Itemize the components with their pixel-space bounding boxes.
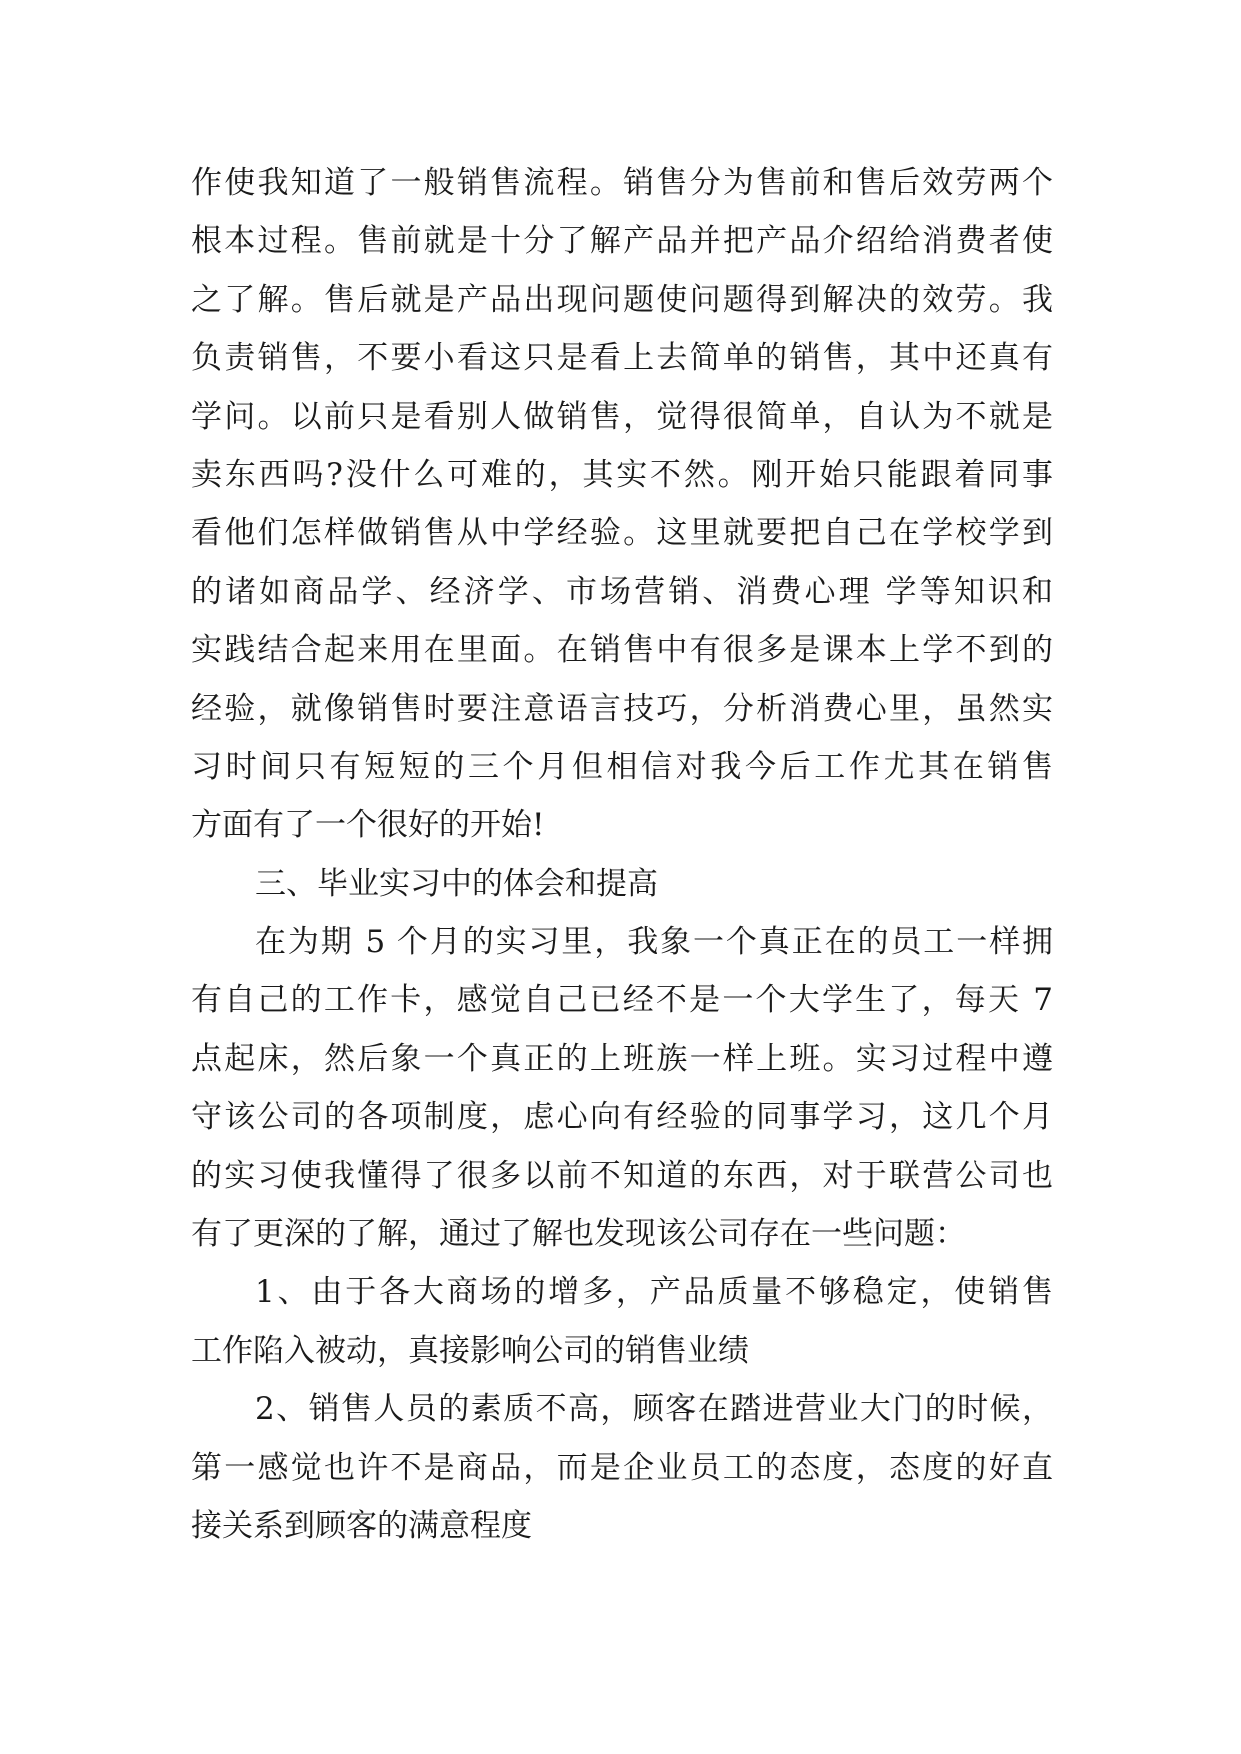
- list-item-line: 2、销售人员的素质不高，顾客在踏进营业大门的时候，: [255, 1391, 1053, 1428]
- list-item-line: 1、由于各大商场的增多，产品质量不够稳定，使销售: [255, 1274, 1053, 1311]
- text-line: 点起床，然后象一个真正的上班族一样上班。实习过程中遵: [191, 1040, 1053, 1077]
- section-heading: 三、毕业实习中的体会和提高: [255, 865, 658, 902]
- text-line: 学问。以前只是看别人做销售，觉得很简单，自认为不就是: [191, 398, 1053, 435]
- text-line: 卖东西吗?没什么可难的，其实不然。刚开始只能跟着同事: [191, 456, 1053, 493]
- text-line: 实践结合起来用在里面。在销售中有很多是课本上学不到的: [191, 632, 1053, 669]
- text-line: 看他们怎样做销售从中学经验。这里就要把自己在学校学到: [191, 515, 1053, 552]
- text-line: 的实习使我懂得了很多以前不知道的东西，对于联营公司也: [191, 1157, 1053, 1194]
- list-item-line: 接关系到顾客的满意程度: [191, 1507, 532, 1544]
- text-line: 有自己的工作卡，感觉自己已经不是一个大学生了，每天 7: [191, 982, 1053, 1019]
- text-line: 习时间只有短短的三个月但相信对我今后工作尤其在销售: [191, 748, 1053, 785]
- list-item-line: 工作陷入被动，真接影响公司的销售业绩: [191, 1332, 749, 1369]
- list-item-line: 第一感觉也许不是商品，而是企业员工的态度，态度的好直: [191, 1449, 1053, 1486]
- text-line: 经验，就像销售时要注意语言技巧，分析消费心里，虽然实: [191, 690, 1053, 727]
- text-line: 负责销售，不要小看这只是看上去简单的销售，其中还真有: [191, 340, 1053, 377]
- text-line: 守该公司的各项制度，虑心向有经验的同事学习，这几个月: [191, 1099, 1053, 1136]
- text-line: 根本过程。售前就是十分了解产品并把产品介绍给消费者使: [191, 223, 1053, 260]
- text-line: 的诸如商品学、经济学、市场营销、消费心理 学等知识和: [191, 573, 1053, 610]
- text-line: 在为期 5 个月的实习里，我象一个真正在的员工一样拥: [255, 924, 1053, 961]
- document-body: [191, 154, 1053, 1555]
- text-line: 方面有了一个很好的开始!: [191, 807, 545, 844]
- text-line: 之了解。售后就是产品出现问题使问题得到解决的效劳。我: [191, 281, 1053, 318]
- text-line: 作使我知道了一般销售流程。销售分为售前和售后效劳两个: [191, 165, 1053, 201]
- text-line: 有了更深的了解，通过了解也发现该公司存在一些问题：: [191, 1216, 966, 1253]
